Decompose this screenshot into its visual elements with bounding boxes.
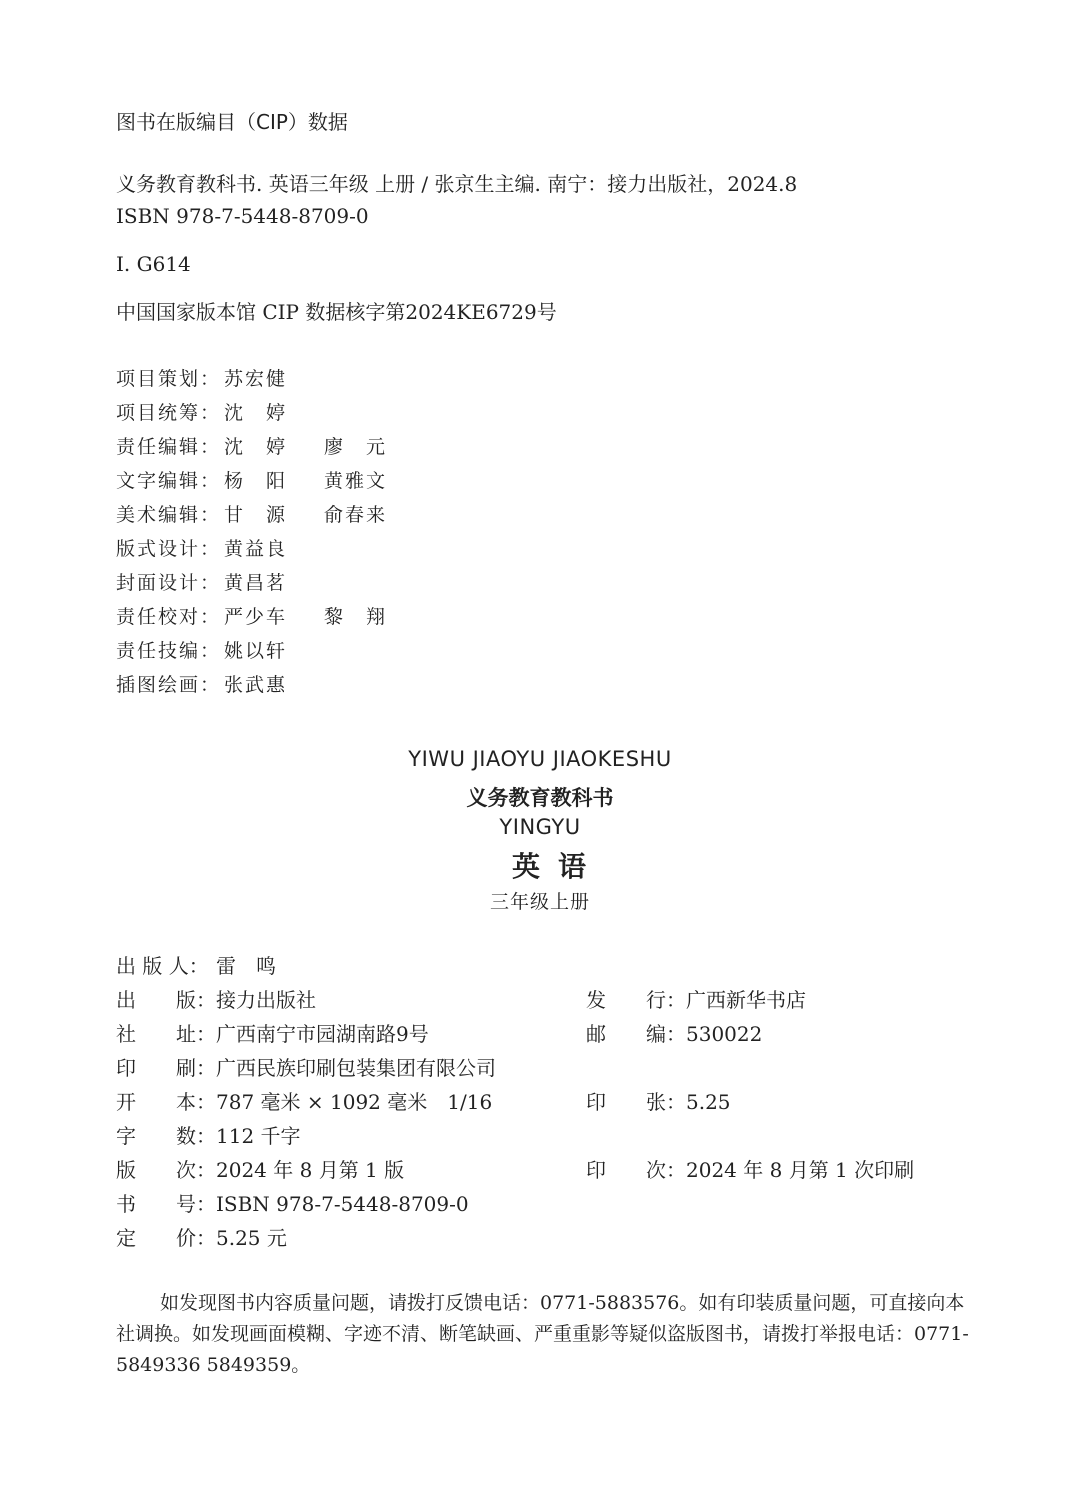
staff-name: 沈 婷 xyxy=(224,436,288,458)
pub-value: 5.25 元 xyxy=(216,1226,287,1250)
pub-value: 广西南宁市园湖南路9号 xyxy=(216,1022,429,1046)
pub-value: 787 毫米 × 1092 毫米 1/16 xyxy=(216,1090,493,1114)
cip-classification: I. G614 xyxy=(116,252,191,276)
staff-name: 甘 源 xyxy=(224,504,288,526)
staff-row xyxy=(116,602,387,629)
pub-value: 广西新华书店 xyxy=(686,988,806,1012)
staff-name: 沈 婷 xyxy=(224,402,288,424)
pub-row xyxy=(116,1222,287,1251)
pub-label: 发 行： xyxy=(586,988,686,1012)
pub-label: 印 刷： xyxy=(116,1056,216,1080)
pub-row xyxy=(116,1154,404,1183)
pub-label: 印 张： xyxy=(586,1090,686,1114)
cip-verification: 中国国家版本馆 CIP 数据核字第2024KE6729号 xyxy=(116,300,557,324)
staff-name: 姚以轩 xyxy=(224,640,288,662)
cip-isbn: ISBN 978-7-5448-8709-0 xyxy=(116,204,369,228)
pub-value: 112 千字 xyxy=(216,1124,301,1148)
subject-title: 英语 xyxy=(511,850,604,883)
staff-name-secondary: 俞春来 xyxy=(324,504,388,526)
staff-name: 苏宏健 xyxy=(224,368,288,390)
pub-value: 530022 xyxy=(686,1022,763,1046)
staff-name: 严少车 xyxy=(224,606,288,628)
subject-pinyin: YINGYU xyxy=(499,815,581,839)
staff-row xyxy=(116,568,324,595)
pub-row xyxy=(116,984,316,1013)
staff-name-secondary: 廖 元 xyxy=(324,436,388,458)
staff-name: 黄益良 xyxy=(224,538,288,560)
pub-value: ISBN 978-7-5448-8709-0 xyxy=(216,1192,469,1216)
pub-label: 出 版： xyxy=(116,988,216,1012)
pub-value: 广西民族印刷包装集团有限公司 xyxy=(216,1056,496,1080)
staff-role: 项目策划： xyxy=(116,368,222,390)
pub-value: 2024 年 8 月第 1 版 xyxy=(216,1158,405,1182)
pub-value: 接力出版社 xyxy=(216,988,316,1012)
pub-label: 书 号： xyxy=(116,1192,216,1216)
quality-notice: 如发现图书内容质量问题，请拨打反馈电话：0771-5883576。如有印装质量问题，可直接向本社调换。如发现画面模糊、字迹不清、断笔缺画、严重重影等疑似盗版图书，请拨打举报电话：0771-5849336 5849359。 xyxy=(116,1292,969,1376)
pub-row-right xyxy=(586,1018,762,1047)
pub-row-right xyxy=(586,1154,914,1183)
pub-label: 版 次： xyxy=(116,1158,216,1182)
series-title: 义务教育教科书 xyxy=(466,786,614,810)
staff-role: 项目统筹： xyxy=(116,402,222,424)
pub-label: 定 价： xyxy=(116,1226,216,1250)
staff-name-secondary: 黄雅文 xyxy=(324,470,388,492)
staff-name: 张武惠 xyxy=(224,674,288,696)
pub-value: 2024 年 8 月第 1 次印刷 xyxy=(686,1158,915,1182)
staff-row xyxy=(116,500,387,527)
pub-label: 出 版 人： xyxy=(116,954,209,978)
staff-name-secondary: 黎 翔 xyxy=(324,606,388,628)
pub-label: 开 本： xyxy=(116,1090,216,1114)
staff-row xyxy=(116,670,324,697)
staff-name: 杨 阳 xyxy=(224,470,288,492)
staff-role: 封面设计： xyxy=(116,572,222,594)
staff-row xyxy=(116,466,387,493)
staff-role: 插图绘画： xyxy=(116,674,222,696)
staff-role: 文字编辑： xyxy=(116,470,222,492)
staff-row xyxy=(116,432,387,459)
pub-row xyxy=(116,1018,429,1047)
staff-role: 责任校对： xyxy=(116,606,222,628)
series-pinyin: YIWU JIAOYU JIAOKESHU xyxy=(408,747,672,771)
staff-role: 责任技编： xyxy=(116,640,222,662)
staff-role: 版式设计： xyxy=(116,538,222,560)
publisher-person xyxy=(116,950,276,979)
pub-value: 雷 鸣 xyxy=(216,954,276,978)
pub-value: 5.25 xyxy=(686,1090,731,1114)
staff-row xyxy=(116,636,324,663)
staff-role: 责任编辑： xyxy=(116,436,222,458)
staff-row xyxy=(116,534,324,561)
cip-title: 图书在版编目（CIP）数据 xyxy=(116,110,348,134)
staff-role: 美术编辑： xyxy=(116,504,222,526)
pub-label: 邮 编： xyxy=(586,1022,686,1046)
pub-row xyxy=(116,1120,301,1149)
pub-row-right xyxy=(586,1086,731,1115)
pub-label: 字 数： xyxy=(116,1124,216,1148)
pub-row xyxy=(116,1086,492,1115)
pub-label: 社 址： xyxy=(116,1022,216,1046)
staff-name: 黄昌茗 xyxy=(224,572,288,594)
pub-row xyxy=(116,1052,496,1081)
staff-row xyxy=(116,398,324,425)
staff-row xyxy=(116,364,324,391)
pub-row-right xyxy=(586,984,806,1013)
grade-title: 三年级上册 xyxy=(489,891,590,913)
pub-row xyxy=(116,1188,469,1217)
cip-entry: 义务教育教科书. 英语三年级 上册 / 张京生主编. 南宁：接力出版社，2024.8 xyxy=(116,172,798,196)
pub-label: 印 次： xyxy=(586,1158,686,1182)
